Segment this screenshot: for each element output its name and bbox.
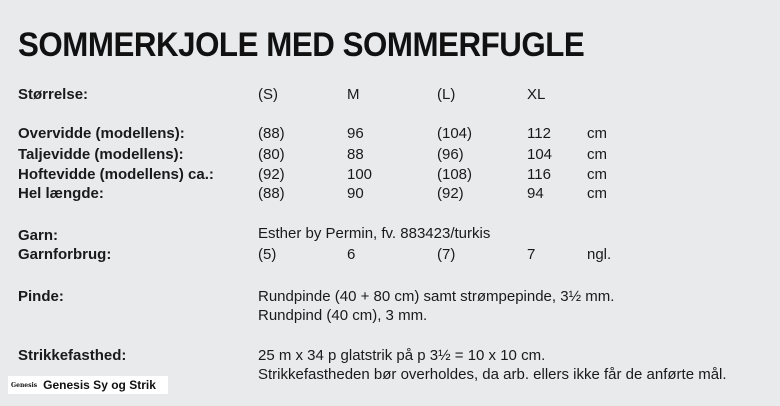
- measurement-value: 104: [527, 146, 553, 163]
- measurement-value: (88): [258, 185, 285, 202]
- measurement-unit: cm: [587, 146, 607, 163]
- size-label: Størrelse:: [18, 86, 89, 103]
- measurement-value: (92): [437, 185, 464, 202]
- measurement-value: 100: [347, 166, 373, 183]
- measurement-label: Hoftevidde (modellens) ca.:: [18, 166, 214, 183]
- page-title: SOMMERKJOLE MED SOMMERFUGLE: [18, 26, 585, 64]
- size-value: XL: [527, 86, 546, 103]
- needles-label: Pinde:: [18, 288, 64, 305]
- yarn-value: Esther by Permin, fv. 883423/turkis: [258, 225, 491, 242]
- needles-line: Rundpind (40 cm), 3 mm.: [258, 307, 428, 324]
- needles-line: Rundpinde (40 + 80 cm) samt strømpepinde, 3½ mm.: [258, 288, 615, 305]
- measurement-value: (96): [437, 146, 464, 163]
- measurement-value: (92): [258, 166, 285, 183]
- measurement-label: Hel længde:: [18, 185, 104, 202]
- yarn-usage-value: (7): [437, 246, 456, 263]
- yarn-usage-value: (5): [258, 246, 277, 263]
- measurement-label: Overvidde (modellens):: [18, 125, 185, 142]
- measurement-value: 94: [527, 185, 544, 202]
- measurement-unit: cm: [587, 166, 607, 183]
- yarn-usage-value: 6: [347, 246, 356, 263]
- measurement-unit: cm: [587, 125, 607, 142]
- publisher-watermark: [8, 376, 168, 394]
- publisher-name: Genesis Sy og Strik: [43, 378, 156, 392]
- measurement-label: Taljevidde (modellens):: [18, 146, 184, 163]
- gauge-line: Strikkefastheden bør overholdes, da arb. ellers ikke får de anførte mål.: [258, 366, 727, 383]
- gauge-label: Strikkefasthed:: [18, 347, 127, 364]
- measurement-value: 90: [347, 185, 364, 202]
- yarn-usage-unit: ngl.: [587, 246, 612, 263]
- yarn-usage-value: 7: [527, 246, 536, 263]
- measurement-value: 88: [347, 146, 364, 163]
- yarn-label: Garn:: [18, 227, 59, 244]
- genesis-logo: Genesis: [11, 381, 38, 389]
- measurement-unit: cm: [587, 185, 607, 202]
- measurement-value: (108): [437, 166, 473, 183]
- yarn-usage-label: Garnforbrug:: [18, 246, 112, 263]
- measurement-value: 96: [347, 125, 364, 142]
- size-value: (L): [437, 86, 456, 103]
- measurement-value: (88): [258, 125, 285, 142]
- measurement-value: 116: [527, 166, 551, 183]
- gauge-line: 25 m x 34 p glatstrik på p 3½ = 10 x 10 cm.: [258, 347, 546, 364]
- measurement-value: (80): [258, 146, 285, 163]
- size-value: (S): [258, 86, 278, 103]
- measurement-value: (104): [437, 125, 473, 142]
- size-value: M: [347, 86, 360, 103]
- measurement-value: 112: [527, 125, 551, 142]
